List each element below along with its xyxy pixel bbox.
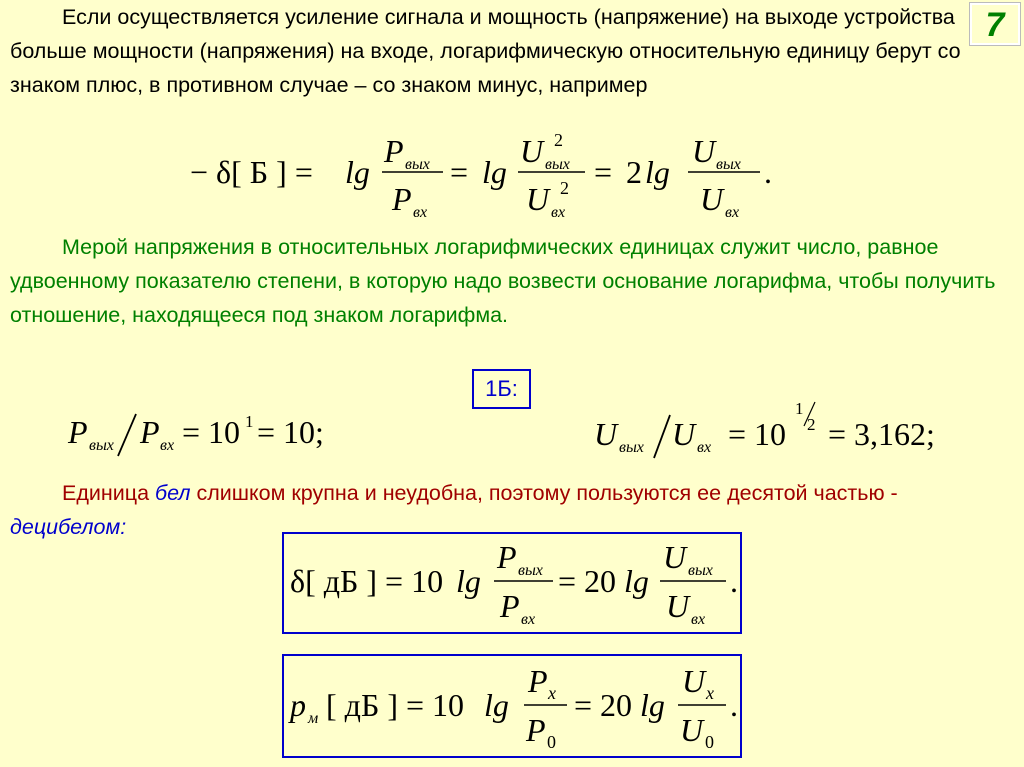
decibel-text-1: Единица [62, 481, 156, 505]
f4-lhs: δ[ дБ ] = 10 [290, 563, 444, 599]
f5-u-x-sub: x [706, 683, 714, 703]
f1-u-out: U [520, 133, 544, 169]
f5-p-x: P [528, 663, 548, 699]
f1-coef: 2 [626, 154, 642, 190]
f5-p-0-sub: 0 [547, 732, 556, 752]
f2-slash [118, 414, 136, 456]
f1-end: . [764, 154, 772, 190]
unit-bel-label: 1Б: [472, 369, 531, 409]
f1-u-in-sq: 2 [560, 178, 569, 198]
f5-p-0: P [526, 712, 546, 748]
f2-p-in: P [140, 414, 160, 450]
f1-lg-1: lg [345, 154, 370, 190]
f2-exponent: 1 [245, 412, 254, 431]
f1-u2-in-sub: вх [725, 204, 740, 221]
f2-p-out: P [68, 414, 88, 450]
f4-p-in: P [500, 588, 520, 624]
f5-p: p [290, 687, 306, 723]
f5-p-sub: м [308, 710, 319, 727]
f5-u-0-sub: 0 [705, 732, 714, 752]
f3-u-in-sub: вх [697, 439, 712, 456]
f3-u-in: U [672, 416, 696, 452]
f2-p-out-sub: вых [89, 437, 114, 454]
f1-lg-3: lg [645, 154, 670, 190]
f4-p-out-sub: вых [518, 562, 543, 579]
definition-text: Мерой напряжения в относительных логарифмических единицах служит число, равное удвоенному показателю степени, в которую надо возвести основание логарифма, чтобы получить отношение, находящееся под знаком логарифма. [10, 235, 996, 327]
f5-u-0: U [680, 712, 704, 748]
decibel-text-2: слишком крупна и неудобна, поэтому пользуются ее десятой частью - [190, 481, 898, 505]
f5-lhs: [ дБ ] = 10 [326, 687, 465, 723]
f3-rhs: = 10 [728, 416, 787, 452]
f5-lg-2: lg [640, 687, 665, 723]
f4-lg-2: lg [624, 563, 649, 599]
f1-p-in-sub: вх [413, 204, 428, 221]
f1-u-out-sub: вых [545, 156, 570, 173]
intro-text: Если осуществляется усиление сигнала и мощность (напряжение) на выходе устройства больше мощности (напряжения) на входе, логарифмическую относительную единицу берут со знаком плюс, в противном случае – со знаком минус, например [10, 5, 961, 97]
f4-u-out: U [663, 539, 687, 575]
f3-exp-den: 2 [807, 415, 816, 434]
f1-lhs: − δ[ Б ] = [190, 154, 313, 190]
term-bel: бел [155, 481, 191, 505]
f1-u-out-sq: 2 [554, 130, 563, 150]
f1-u-in-sub: вх [551, 204, 566, 221]
f1-lg-2: lg [482, 154, 507, 190]
formula-power-ratio-bel [67, 412, 324, 456]
f4-lg-1: lg [456, 563, 481, 599]
f4-mid: = 20 [558, 563, 617, 599]
f3-u-out-sub: вых [619, 439, 644, 456]
f4-p-in-sub: вх [521, 611, 536, 628]
slide-number: 7 [970, 3, 1020, 45]
f1-p-out: P [384, 133, 404, 169]
f4-end: . [730, 563, 738, 599]
f3-slash [654, 415, 670, 458]
f3-u-out: U [594, 416, 618, 452]
formula-negative-bel [190, 130, 772, 221]
f1-u2-out: U [692, 133, 716, 169]
f2-rhs: = 10 [182, 414, 241, 450]
f1-u2-out-sub: вых [716, 156, 741, 173]
formula-voltage-ratio-bel [594, 399, 935, 458]
f1-u-in: U [526, 181, 550, 217]
f4-u-out-sub: вых [688, 562, 713, 579]
f5-u-x: U [682, 663, 706, 699]
f5-p-x-sub: x [548, 683, 556, 703]
f2-p-in-sub: вх [160, 437, 175, 454]
f4-u-in-sub: вх [691, 611, 706, 628]
formula-relative-level [288, 663, 738, 752]
f1-p-in: P [392, 181, 412, 217]
f3-result: = 3,162; [828, 416, 935, 452]
f5-mid: = 20 [574, 687, 633, 723]
f1-u2-in: U [700, 181, 724, 217]
f5-end: . [730, 687, 738, 723]
f2-result: = 10; [257, 414, 324, 450]
f4-u-in: U [666, 588, 690, 624]
f1-eq-1: = [450, 154, 469, 190]
formula-decibel [290, 539, 738, 628]
f3-exp-num: 1 [795, 399, 804, 418]
f4-p-out: P [497, 539, 517, 575]
f1-p-out-sub: вых [405, 156, 430, 173]
f5-lg-1: lg [484, 687, 509, 723]
term-decibel: децибелом: [10, 515, 127, 539]
f1-eq-2: = [594, 154, 613, 190]
